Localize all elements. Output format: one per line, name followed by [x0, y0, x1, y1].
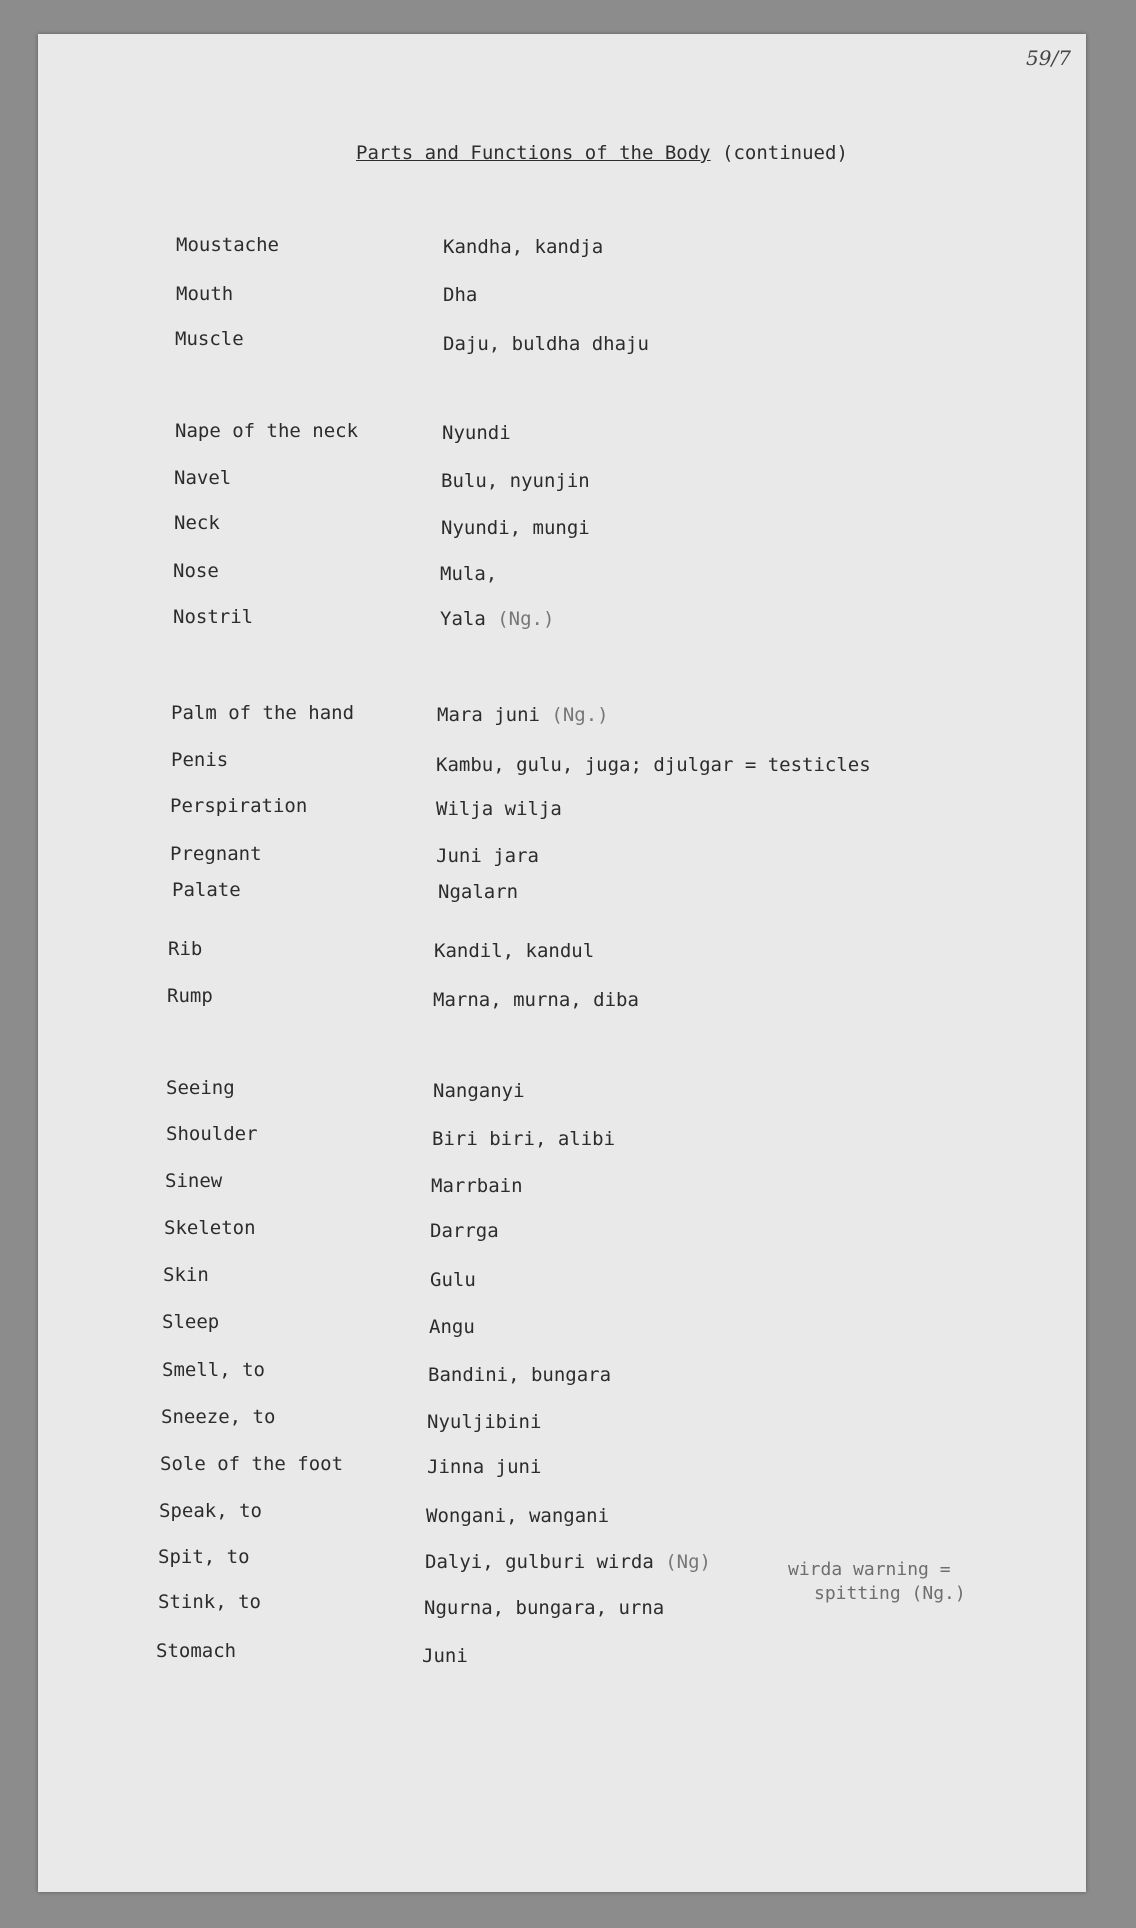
entry-term: Nose	[173, 560, 219, 582]
entry-term: Stomach	[156, 1640, 237, 1662]
entry-term: Rump	[167, 985, 213, 1007]
entry-term: Rib	[168, 938, 203, 960]
entry-gloss: Bulu, nyunjin	[441, 470, 590, 492]
entry-term: Sleep	[162, 1311, 220, 1333]
entry-gloss: Darrga	[430, 1220, 499, 1242]
entry-gloss: Nanganyi	[433, 1080, 525, 1102]
entry-extra: (Ng.)	[485, 608, 555, 630]
entry-gloss: Wongani, wangani	[426, 1505, 610, 1527]
entry-extra: (Ng)	[653, 1551, 711, 1573]
page-title	[356, 142, 848, 164]
entry-term: Nape of the neck	[175, 420, 359, 442]
entry-gloss: Ngurna, bungara, urna	[424, 1597, 665, 1619]
entry-gloss: Bandini, bungara	[428, 1364, 612, 1386]
entry-term: Penis	[171, 749, 229, 771]
entry-gloss: Daju, buldha dhaju	[443, 333, 649, 355]
entry-term: Seeing	[166, 1077, 235, 1099]
entry-term: Palm of the hand	[171, 702, 355, 724]
entry-gloss-with-note	[440, 608, 554, 630]
entry-gloss: Marrbain	[431, 1175, 523, 1197]
title-main: Parts and Functions of the Body	[356, 142, 711, 164]
margin-note-line: spitting (Ng.)	[814, 1583, 966, 1604]
entry-term: Smell, to	[162, 1359, 265, 1381]
entry-term: Pregnant	[170, 843, 262, 865]
entry-term: Sinew	[165, 1170, 223, 1192]
entry-gloss: Dalyi, gulburi wirda	[425, 1551, 654, 1573]
entry-extra: (Ng.)	[539, 704, 609, 726]
entry-term: Nostril	[173, 606, 254, 628]
entry-gloss: Kandil, kandul	[434, 940, 595, 962]
entry-term: Sole of the foot	[160, 1453, 344, 1475]
entry-term: Navel	[174, 467, 232, 489]
entry-gloss: Juni	[422, 1645, 468, 1667]
entry-gloss: Nyundi, mungi	[441, 517, 590, 539]
entry-term: Sneeze, to	[161, 1406, 276, 1428]
entry-gloss: Mara juni	[437, 704, 540, 726]
entry-term: Neck	[174, 512, 220, 534]
entry-gloss: Marna, murna, diba	[433, 989, 639, 1011]
entry-gloss: Kambu, gulu, juga; djulgar = testicles	[436, 754, 871, 776]
entry-term: Stink, to	[158, 1591, 261, 1613]
entry-term: Spit, to	[158, 1546, 250, 1568]
entry-gloss: Angu	[429, 1316, 475, 1338]
entry-gloss: Ngalarn	[438, 881, 519, 903]
entry-term: Perspiration	[170, 795, 308, 817]
entry-gloss: Dha	[443, 284, 478, 306]
entry-term: Skin	[163, 1264, 209, 1286]
entry-gloss: Gulu	[430, 1269, 476, 1291]
entry-term: Mouth	[176, 283, 234, 305]
entry-gloss-with-note	[437, 704, 609, 726]
entry-term: Muscle	[175, 328, 244, 350]
margin-note-line: wirda warning =	[788, 1559, 951, 1580]
entry-term: Skeleton	[164, 1217, 256, 1239]
entry-gloss: Wilja wilja	[436, 798, 562, 820]
title-continued: (continued)	[710, 142, 848, 164]
entry-gloss: Yala	[440, 608, 486, 630]
entry-term: Speak, to	[159, 1500, 262, 1522]
entry-term: Shoulder	[166, 1123, 258, 1145]
entry-term: Palate	[172, 879, 241, 901]
entry-gloss: Kandha, kandja	[443, 236, 604, 258]
entry-gloss: Biri biri, alibi	[432, 1128, 616, 1150]
folio-number: 59/7	[1026, 46, 1071, 70]
entry-gloss: Juni jara	[436, 845, 539, 867]
entry-gloss: Mula,	[440, 563, 498, 585]
entry-gloss: Nyuljibini	[427, 1411, 542, 1433]
entry-gloss: Nyundi	[442, 422, 511, 444]
entry-gloss-with-note	[425, 1551, 711, 1573]
entry-gloss: Jinna juni	[427, 1456, 542, 1478]
margin-note	[788, 1558, 966, 1606]
entry-term: Moustache	[176, 234, 279, 256]
